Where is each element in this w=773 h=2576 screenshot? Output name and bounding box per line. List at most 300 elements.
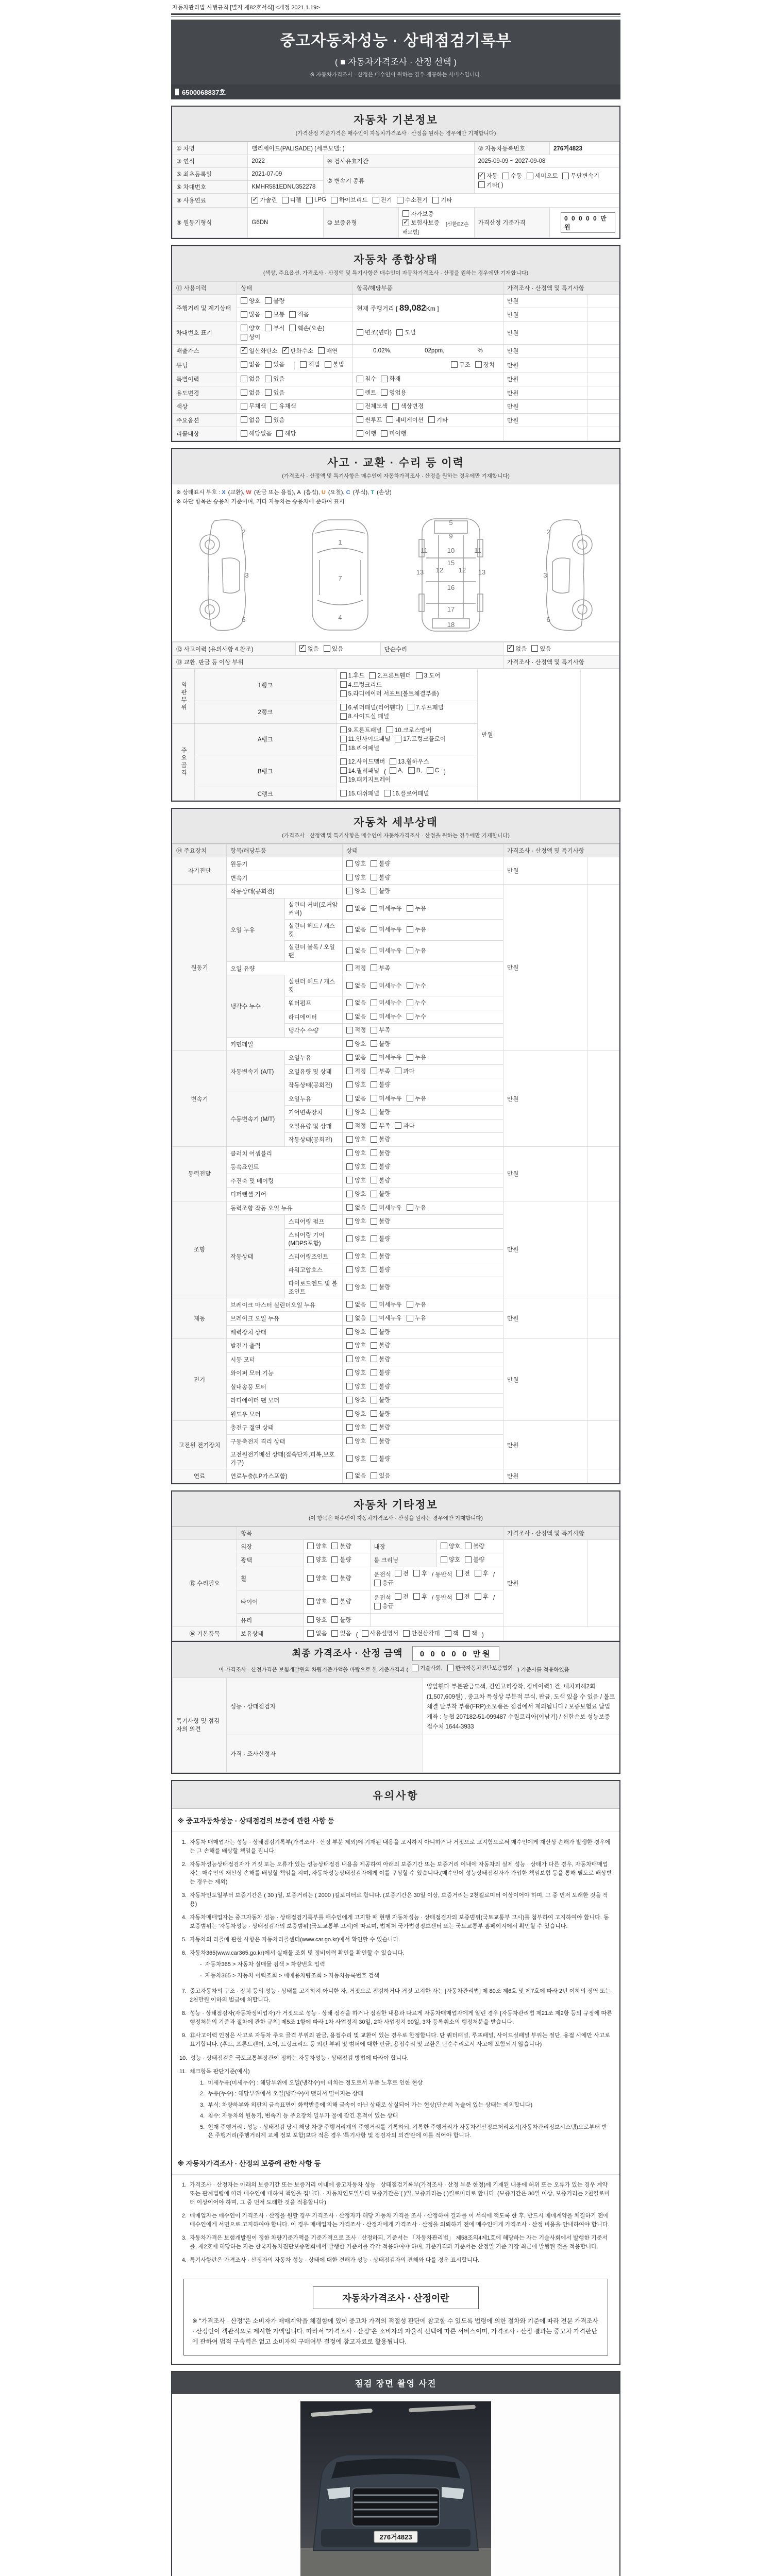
checkbox-icon[interactable] xyxy=(371,1455,377,1462)
checkbox-option[interactable] xyxy=(407,1314,426,1322)
checkbox-option[interactable] xyxy=(346,1204,366,1212)
checkbox-icon[interactable] xyxy=(371,1027,377,1033)
checkbox-icon[interactable] xyxy=(371,1136,377,1143)
checkbox-option[interactable] xyxy=(371,887,390,895)
checkbox-icon[interactable] xyxy=(346,874,353,880)
checkbox-option[interactable] xyxy=(346,1252,366,1260)
checkbox-option[interactable] xyxy=(475,1592,489,1601)
checkbox-icon[interactable] xyxy=(307,1575,314,1582)
checkbox-icon[interactable] xyxy=(241,403,247,410)
checkbox-icon[interactable] xyxy=(241,430,247,437)
checkbox-icon[interactable] xyxy=(331,1630,338,1637)
checkbox-option[interactable] xyxy=(407,925,426,934)
checkbox-icon[interactable] xyxy=(371,1472,377,1479)
checkbox-option[interactable] xyxy=(346,1368,366,1377)
checkbox-option[interactable] xyxy=(340,775,391,784)
checkbox-icon[interactable] xyxy=(407,999,413,1006)
checkbox-icon[interactable] xyxy=(306,197,313,204)
checkbox-checked-icon[interactable] xyxy=(282,347,289,354)
checkbox-option[interactable] xyxy=(456,1569,470,1578)
checkbox-option[interactable] xyxy=(371,1094,401,1103)
checkbox-option[interactable] xyxy=(346,981,366,990)
checkbox-icon[interactable] xyxy=(346,1328,353,1335)
checkbox-option[interactable] xyxy=(531,645,551,653)
checkbox-icon[interactable] xyxy=(282,197,289,204)
checkbox-icon[interactable] xyxy=(407,1013,413,1020)
checkbox-icon[interactable] xyxy=(346,999,353,1006)
checkbox-option[interactable] xyxy=(346,1190,366,1198)
checkbox-option[interactable] xyxy=(265,297,284,305)
checkbox-icon[interactable] xyxy=(346,1342,353,1349)
checkbox-option[interactable] xyxy=(371,1135,390,1143)
checkbox-option[interactable] xyxy=(371,1217,390,1225)
checkbox-option[interactable] xyxy=(407,1094,426,1103)
checkbox-icon[interactable] xyxy=(407,1301,413,1308)
checkbox-icon[interactable] xyxy=(371,1204,377,1211)
checkbox-option[interactable] xyxy=(395,735,446,743)
checkbox-option[interactable] xyxy=(241,310,260,318)
checkbox-option[interactable] xyxy=(307,1616,327,1624)
checkbox-option[interactable] xyxy=(381,388,406,397)
checkbox-option[interactable] xyxy=(346,1410,366,1418)
checkbox-option[interactable] xyxy=(265,360,284,368)
checkbox-option[interactable] xyxy=(346,1026,366,1034)
checkbox-option[interactable] xyxy=(371,998,401,1007)
checkbox-option[interactable] xyxy=(371,964,390,972)
checkbox-option[interactable] xyxy=(408,703,444,711)
checkbox-option[interactable] xyxy=(413,1592,427,1601)
checkbox-icon[interactable] xyxy=(346,1067,353,1074)
checkbox-icon[interactable] xyxy=(413,1593,420,1600)
checkbox-icon[interactable] xyxy=(475,1593,481,1600)
checkbox-icon[interactable] xyxy=(432,197,439,204)
checkbox-icon[interactable] xyxy=(396,329,403,336)
checkbox-option[interactable] xyxy=(371,1149,390,1157)
checkbox-option[interactable] xyxy=(527,172,558,180)
checkbox-icon[interactable] xyxy=(395,1593,401,1600)
checkbox-icon[interactable] xyxy=(340,790,347,796)
checkbox-icon[interactable] xyxy=(371,926,377,933)
checkbox-option[interactable] xyxy=(346,1217,366,1225)
checkbox-icon[interactable] xyxy=(307,1630,314,1637)
checkbox-option[interactable] xyxy=(478,172,498,180)
checkbox-option[interactable] xyxy=(371,1162,390,1171)
checkbox-option[interactable] xyxy=(241,388,260,397)
checkbox-option[interactable] xyxy=(475,1569,489,1578)
checkbox-icon[interactable] xyxy=(325,361,331,368)
checkbox-option[interactable] xyxy=(324,645,343,653)
checkbox-option[interactable] xyxy=(346,859,366,868)
checkbox-option[interactable] xyxy=(331,196,368,204)
checkbox-option[interactable] xyxy=(340,689,439,698)
checkbox-option[interactable] xyxy=(346,1040,366,1048)
checkbox-option[interactable] xyxy=(371,1355,390,1363)
checkbox-icon[interactable] xyxy=(371,888,377,894)
checkbox-option[interactable] xyxy=(346,1382,366,1391)
checkbox-icon[interactable] xyxy=(456,1593,463,1600)
checkbox-option[interactable] xyxy=(307,1542,327,1550)
checkbox-icon[interactable] xyxy=(241,376,247,382)
checkbox-option[interactable] xyxy=(371,1471,390,1480)
checkbox-option[interactable] xyxy=(371,1012,401,1021)
checkbox-icon[interactable] xyxy=(371,1095,377,1101)
checkbox-option[interactable] xyxy=(340,757,385,766)
checkbox-icon[interactable] xyxy=(502,173,509,179)
checkbox-icon[interactable] xyxy=(412,1665,418,1671)
checkbox-option[interactable] xyxy=(381,375,400,383)
checkbox-option[interactable] xyxy=(371,859,390,868)
checkbox-icon[interactable] xyxy=(371,1266,377,1273)
checkbox-option[interactable] xyxy=(386,726,432,734)
checkbox-option[interactable] xyxy=(346,946,366,955)
checkbox-option[interactable] xyxy=(475,361,495,369)
checkbox-option[interactable] xyxy=(340,735,391,743)
checkbox-icon[interactable] xyxy=(386,416,393,423)
checkbox-icon[interactable] xyxy=(346,1410,353,1417)
checkbox-icon[interactable] xyxy=(392,403,399,410)
checkbox-option[interactable] xyxy=(241,333,260,341)
checkbox-icon[interactable] xyxy=(371,1191,377,1197)
checkbox-option[interactable] xyxy=(408,767,422,774)
checkbox-icon[interactable] xyxy=(346,1109,353,1115)
checkbox-checked-icon[interactable] xyxy=(299,645,306,652)
checkbox-icon[interactable] xyxy=(371,1369,377,1376)
checkbox-option[interactable] xyxy=(346,1149,366,1157)
checkbox-option[interactable] xyxy=(395,1122,414,1130)
checkbox-option[interactable] xyxy=(357,402,388,410)
checkbox-option[interactable] xyxy=(346,1122,366,1130)
checkbox-option[interactable] xyxy=(346,1234,366,1243)
checkbox-icon[interactable] xyxy=(371,964,377,971)
checkbox-icon[interactable] xyxy=(371,1067,377,1074)
checkbox-option[interactable] xyxy=(397,196,428,204)
checkbox-icon[interactable] xyxy=(241,361,247,368)
checkbox-icon[interactable] xyxy=(357,376,363,382)
checkbox-icon[interactable] xyxy=(413,1570,420,1577)
checkbox-icon[interactable] xyxy=(371,1383,377,1389)
checkbox-icon[interactable] xyxy=(324,645,330,652)
checkbox-icon[interactable] xyxy=(340,726,347,733)
checkbox-option[interactable] xyxy=(282,196,301,204)
checkbox-icon[interactable] xyxy=(340,744,347,751)
checkbox-icon[interactable] xyxy=(371,1177,377,1183)
checkbox-icon[interactable] xyxy=(265,361,272,368)
checkbox-option[interactable] xyxy=(346,1300,366,1309)
checkbox-icon[interactable] xyxy=(307,1556,314,1563)
checkbox-option[interactable] xyxy=(371,1122,390,1130)
checkbox-icon[interactable] xyxy=(346,905,353,912)
checkbox-option[interactable] xyxy=(306,197,326,204)
checkbox-icon[interactable] xyxy=(357,416,363,423)
checkbox-option[interactable] xyxy=(396,328,416,336)
checkbox-option[interactable] xyxy=(407,981,426,990)
checkbox-option[interactable] xyxy=(265,310,284,318)
checkbox-icon[interactable] xyxy=(373,197,379,204)
checkbox-option[interactable] xyxy=(241,416,260,424)
checkbox-option[interactable] xyxy=(331,1555,351,1564)
checkbox-option[interactable] xyxy=(371,1080,390,1089)
checkbox-option[interactable] xyxy=(465,1555,484,1564)
checkbox-option[interactable] xyxy=(371,1283,390,1291)
checkbox-icon[interactable] xyxy=(371,1252,377,1259)
checkbox-option[interactable] xyxy=(381,429,406,437)
checkbox-icon[interactable] xyxy=(346,1136,353,1143)
checkbox-option[interactable] xyxy=(241,360,260,368)
checkbox-option[interactable] xyxy=(307,1555,327,1564)
checkbox-option[interactable] xyxy=(395,1067,414,1075)
checkbox-icon[interactable] xyxy=(265,325,272,331)
checkbox-icon[interactable] xyxy=(346,1455,353,1462)
checkbox-option[interactable] xyxy=(340,767,379,775)
checkbox-icon[interactable] xyxy=(465,1556,472,1563)
checkbox-icon[interactable] xyxy=(346,1424,353,1431)
checkbox-icon[interactable] xyxy=(346,1081,353,1088)
checkbox-icon[interactable] xyxy=(416,672,423,679)
checkbox-option[interactable] xyxy=(447,1664,513,1672)
checkbox-icon[interactable] xyxy=(447,1665,454,1671)
checkbox-icon[interactable] xyxy=(265,311,272,318)
checkbox-option[interactable] xyxy=(340,744,379,752)
checkbox-icon[interactable] xyxy=(346,1013,353,1020)
checkbox-option[interactable] xyxy=(271,402,296,410)
checkbox-option[interactable] xyxy=(346,1135,366,1143)
checkbox-icon[interactable] xyxy=(371,1218,377,1225)
checkbox-icon[interactable] xyxy=(346,964,353,971)
checkbox-icon[interactable] xyxy=(371,1040,377,1047)
checkbox-option[interactable] xyxy=(346,998,366,1007)
checkbox-icon[interactable] xyxy=(346,1040,353,1047)
checkbox-option[interactable] xyxy=(241,429,272,437)
checkbox-option[interactable] xyxy=(299,645,319,653)
checkbox-option[interactable] xyxy=(465,1542,484,1550)
checkbox-option[interactable] xyxy=(371,1300,401,1309)
checkbox-option[interactable] xyxy=(562,172,599,180)
checkbox-icon[interactable] xyxy=(346,1122,353,1129)
checkbox-icon[interactable] xyxy=(408,767,415,774)
checkbox-option[interactable] xyxy=(241,402,266,410)
checkbox-icon[interactable] xyxy=(241,297,247,304)
checkbox-option[interactable] xyxy=(346,1283,366,1291)
checkbox-icon[interactable] xyxy=(346,1266,353,1273)
checkbox-option[interactable] xyxy=(427,767,439,774)
checkbox-icon[interactable] xyxy=(386,726,393,733)
checkbox-icon[interactable] xyxy=(265,389,272,396)
checkbox-icon[interactable] xyxy=(562,173,569,179)
checkbox-option[interactable] xyxy=(402,210,433,218)
checkbox-icon[interactable] xyxy=(346,1315,353,1321)
checkbox-icon[interactable] xyxy=(475,361,482,368)
checkbox-option[interactable] xyxy=(412,1664,443,1672)
checkbox-checked-icon[interactable] xyxy=(507,645,514,652)
checkbox-option[interactable] xyxy=(331,1542,351,1550)
checkbox-option[interactable] xyxy=(371,1423,390,1431)
checkbox-option[interactable] xyxy=(346,1162,366,1171)
checkbox-option[interactable] xyxy=(371,925,401,934)
checkbox-icon[interactable] xyxy=(346,1437,353,1444)
checkbox-option[interactable] xyxy=(451,361,470,369)
checkbox-icon[interactable] xyxy=(340,767,347,774)
checkbox-option[interactable] xyxy=(346,925,366,934)
checkbox-option[interactable] xyxy=(407,998,426,1007)
checkbox-option[interactable] xyxy=(289,310,309,318)
checkbox-option[interactable] xyxy=(463,1629,477,1637)
checkbox-option[interactable] xyxy=(371,1252,390,1260)
checkbox-option[interactable] xyxy=(282,347,313,355)
checkbox-option[interactable] xyxy=(265,388,284,397)
checkbox-icon[interactable] xyxy=(340,776,347,783)
checkbox-icon[interactable] xyxy=(428,416,435,423)
checkbox-icon[interactable] xyxy=(407,1315,413,1321)
checkbox-icon[interactable] xyxy=(357,329,363,336)
checkbox-icon[interactable] xyxy=(307,1616,314,1623)
checkbox-icon[interactable] xyxy=(371,874,377,880)
checkbox-option[interactable] xyxy=(346,1471,366,1480)
checkbox-option[interactable] xyxy=(331,1597,351,1605)
checkbox-option[interactable] xyxy=(346,904,366,912)
checkbox-icon[interactable] xyxy=(463,1630,470,1637)
checkbox-icon[interactable] xyxy=(346,1301,353,1308)
checkbox-icon[interactable] xyxy=(371,1424,377,1431)
checkbox-icon[interactable] xyxy=(340,736,347,742)
checkbox-option[interactable] xyxy=(346,1328,366,1336)
checkbox-option[interactable] xyxy=(346,1080,366,1089)
checkbox-icon[interactable] xyxy=(390,767,396,774)
checkbox-icon[interactable] xyxy=(241,416,247,423)
checkbox-icon[interactable] xyxy=(371,1122,377,1129)
checkbox-option[interactable] xyxy=(346,964,366,972)
checkbox-icon[interactable] xyxy=(241,334,247,341)
checkbox-option[interactable] xyxy=(300,360,320,368)
checkbox-icon[interactable] xyxy=(357,403,363,410)
checkbox-icon[interactable] xyxy=(346,1472,353,1479)
checkbox-icon[interactable] xyxy=(384,790,391,796)
checkbox-icon[interactable] xyxy=(346,1355,353,1362)
checkbox-icon[interactable] xyxy=(346,1235,353,1242)
checkbox-icon[interactable] xyxy=(395,1067,401,1074)
checkbox-icon[interactable] xyxy=(289,325,296,331)
checkbox-option[interactable] xyxy=(390,757,429,766)
checkbox-option[interactable] xyxy=(371,1053,401,1061)
checkbox-icon[interactable] xyxy=(371,1081,377,1088)
checkbox-icon[interactable] xyxy=(371,905,377,912)
checkbox-icon[interactable] xyxy=(395,736,401,742)
checkbox-option[interactable] xyxy=(371,1265,390,1274)
checkbox-option[interactable] xyxy=(507,645,527,653)
checkbox-option[interactable] xyxy=(371,981,401,990)
checkbox-option[interactable] xyxy=(371,1204,401,1212)
checkbox-option[interactable] xyxy=(331,1629,351,1637)
checkbox-checked-icon[interactable] xyxy=(241,347,247,354)
checkbox-option[interactable] xyxy=(340,726,382,734)
checkbox-option[interactable] xyxy=(346,1053,366,1061)
checkbox-option[interactable] xyxy=(373,196,392,204)
checkbox-option[interactable] xyxy=(357,429,376,437)
checkbox-icon[interactable] xyxy=(407,947,413,954)
checkbox-icon[interactable] xyxy=(318,347,325,354)
checkbox-icon[interactable] xyxy=(371,1301,377,1308)
checkbox-option[interactable] xyxy=(346,1341,366,1349)
checkbox-icon[interactable] xyxy=(478,181,485,188)
checkbox-icon[interactable] xyxy=(346,1397,353,1403)
checkbox-icon[interactable] xyxy=(371,1355,377,1362)
checkbox-icon[interactable] xyxy=(407,1204,413,1211)
checkbox-icon[interactable] xyxy=(346,1054,353,1061)
checkbox-option[interactable] xyxy=(346,1437,366,1445)
checkbox-option[interactable] xyxy=(428,416,448,424)
checkbox-option[interactable] xyxy=(357,388,376,397)
checkbox-icon[interactable] xyxy=(371,1397,377,1403)
checkbox-icon[interactable] xyxy=(381,376,388,382)
checkbox-icon[interactable] xyxy=(407,1054,413,1061)
checkbox-icon[interactable] xyxy=(456,1570,463,1577)
checkbox-icon[interactable] xyxy=(395,1122,401,1129)
checkbox-icon[interactable] xyxy=(346,1163,353,1170)
checkbox-option[interactable] xyxy=(371,1410,390,1418)
checkbox-option[interactable] xyxy=(340,681,382,689)
checkbox-option[interactable] xyxy=(374,1579,394,1587)
checkbox-icon[interactable] xyxy=(357,430,363,437)
checkbox-option[interactable] xyxy=(340,712,389,720)
checkbox-option[interactable] xyxy=(346,1454,366,1463)
checkbox-icon[interactable] xyxy=(371,982,377,989)
checkbox-option[interactable] xyxy=(241,347,278,355)
checkbox-option[interactable] xyxy=(346,1067,366,1075)
checkbox-icon[interactable] xyxy=(346,1383,353,1389)
checkbox-option[interactable] xyxy=(241,297,260,305)
checkbox-icon[interactable] xyxy=(475,1570,481,1577)
checkbox-option[interactable] xyxy=(407,1204,426,1212)
checkbox-option[interactable] xyxy=(371,1454,390,1463)
checkbox-icon[interactable] xyxy=(340,713,347,720)
checkbox-option[interactable] xyxy=(441,1542,460,1550)
checkbox-icon[interactable] xyxy=(340,690,347,697)
checkbox-icon[interactable] xyxy=(346,1204,353,1211)
checkbox-option[interactable] xyxy=(346,1094,366,1103)
checkbox-icon[interactable] xyxy=(346,1191,353,1197)
checkbox-icon[interactable] xyxy=(362,1630,368,1637)
checkbox-option[interactable] xyxy=(371,1026,390,1034)
checkbox-icon[interactable] xyxy=(346,860,353,867)
checkbox-option[interactable] xyxy=(265,324,284,332)
checkbox-option[interactable] xyxy=(386,416,424,424)
checkbox-option[interactable] xyxy=(340,671,365,680)
checkbox-option[interactable] xyxy=(371,1108,390,1116)
checkbox-option[interactable] xyxy=(395,1569,409,1578)
checkbox-icon[interactable] xyxy=(340,704,347,710)
checkbox-option[interactable] xyxy=(331,1574,351,1582)
checkbox-option[interactable] xyxy=(251,196,277,204)
checkbox-option[interactable] xyxy=(384,789,429,798)
checkbox-icon[interactable] xyxy=(346,1284,353,1291)
checkbox-icon[interactable] xyxy=(374,1580,381,1586)
checkbox-icon[interactable] xyxy=(289,311,296,318)
checkbox-icon[interactable] xyxy=(331,197,338,204)
checkbox-icon[interactable] xyxy=(241,389,247,396)
checkbox-icon[interactable] xyxy=(276,430,283,437)
checkbox-option[interactable] xyxy=(371,1190,390,1198)
checkbox-option[interactable] xyxy=(374,1602,394,1610)
checkbox-icon[interactable] xyxy=(390,758,396,765)
checkbox-option[interactable] xyxy=(402,218,440,227)
checkbox-option[interactable] xyxy=(346,1176,366,1184)
checkbox-icon[interactable] xyxy=(402,210,409,217)
checkbox-icon[interactable] xyxy=(407,905,413,912)
checkbox-option[interactable] xyxy=(445,1629,459,1637)
checkbox-icon[interactable] xyxy=(346,947,353,954)
checkbox-option[interactable] xyxy=(478,181,503,189)
checkbox-icon[interactable] xyxy=(371,1109,377,1115)
checkbox-icon[interactable] xyxy=(445,1630,451,1637)
